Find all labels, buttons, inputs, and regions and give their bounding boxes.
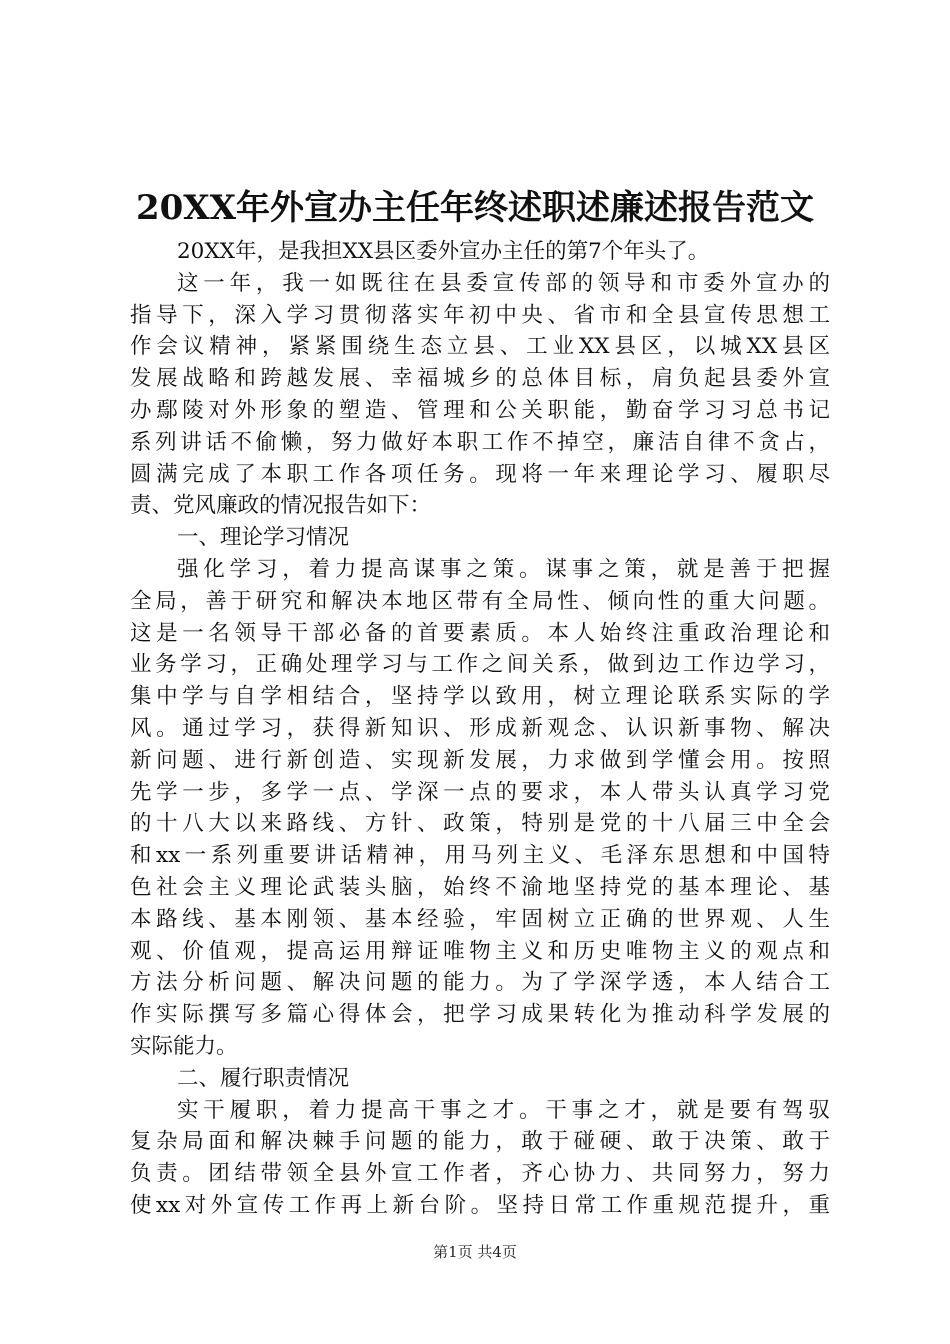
paragraph-line: 作实际撰写多篇心得体会，把学习成果转化为推动科学发展的 <box>130 1002 830 1028</box>
document-title: 20XX年外宣办主任年终述职述廉述报告范文 <box>135 188 815 228</box>
paragraph-line: 业务学习，正确处理学习与工作之间关系，做到边工作边学习， <box>130 652 830 678</box>
paragraph-line: 风。通过学习，获得新知识、形成新观念、认识新事物、解决 <box>130 715 830 741</box>
paragraph-line: 色社会主义理论武装头脑，始终不渝地坚持党的基本理论、基 <box>130 874 830 900</box>
paragraph-line: 实干履职，着力提高干事之才。干事之才，就是要有驾驭 <box>177 1097 830 1123</box>
paragraph-line: 的十八大以来路线、方针、政策，特别是党的十八届三中全会 <box>130 811 830 837</box>
section-heading: 二、履行职责情况 <box>177 1065 350 1091</box>
paragraph-line: 发展战略和跨越发展、幸福城乡的总体目标，肩负起县委外宣 <box>130 366 830 392</box>
paragraph-line: 办鄢陵对外形象的塑造、管理和公关职能，勤奋学习习总书记 <box>130 397 830 423</box>
paragraph-line: 这是一名领导干部必备的首要素质。本人始终注重政治理论和 <box>130 620 830 646</box>
paragraph-line: 复杂局面和解决棘手问题的能力，敢于碰硬、敢于决策、敢于 <box>130 1129 830 1155</box>
paragraph-line: 本路线、基本刚领、基本经验，牢固树立正确的世界观、人生 <box>130 906 830 932</box>
paragraph-line: 责、党风廉政的情况报告如下： <box>130 493 432 519</box>
paragraph-line: 观、价值观，提高运用辩证唯物主义和历史唯物主义的观点和 <box>130 938 830 964</box>
paragraph-line: 新问题、进行新创造、实现新发展，力求做到学懂会用。按照 <box>130 747 830 773</box>
paragraph-line: 和xx一系列重要讲话精神，用马列主义、毛泽东思想和中国特 <box>130 843 830 869</box>
page-footer: 第1页 共4页 <box>433 1243 517 1261</box>
paragraph-line: 圆满完成了本职工作各项任务。现将一年来理论学习、履职尽 <box>130 461 830 487</box>
section-heading: 一、理论学习情况 <box>177 525 350 551</box>
paragraph-line: 指导下，深入学习贯彻落实年初中央、省市和全县宣传思想工 <box>130 302 830 328</box>
paragraph-line: 强化学习，着力提高谋事之策。谋事之策，就是善于把握 <box>177 556 830 582</box>
paragraph-line: 先学一步，多学一点、学深一点的要求，本人带头认真学习党 <box>130 779 830 805</box>
paragraph-line: 负责。团结带领全县外宣工作者，齐心协力、共同努力，努力 <box>130 1161 830 1187</box>
paragraph-line: 作会议精神，紧紧围绕生态立县、工业XX县区，以城XX县区 <box>130 334 830 360</box>
paragraph-line: 使xx对外宣传工作再上新台阶。坚持日常工作重规范提升，重 <box>130 1192 830 1218</box>
paragraph-line: 集中学与自学相结合，坚持学以致用，树立理论联系实际的学 <box>130 684 830 710</box>
paragraph-line: 全局，善于研究和解决本地区带有全局性、倾向性的重大问题。 <box>130 588 830 614</box>
paragraph-line: 这一年，我一如既往在县委宣传部的领导和市委外宣办的 <box>177 270 830 296</box>
paragraph-line: 系列讲话不偷懒，努力做好本职工作不掉空，廉洁自律不贪占， <box>130 429 830 455</box>
paragraph-line: 方法分析问题、解决问题的能力。为了学深学透，本人结合工 <box>130 970 830 996</box>
paragraph-line: 20XX年，是我担XX县区委外宣办主任的第7个年头了。 <box>177 239 710 264</box>
paragraph-line: 实际能力。 <box>130 1033 238 1059</box>
document-body <box>130 236 830 1222</box>
